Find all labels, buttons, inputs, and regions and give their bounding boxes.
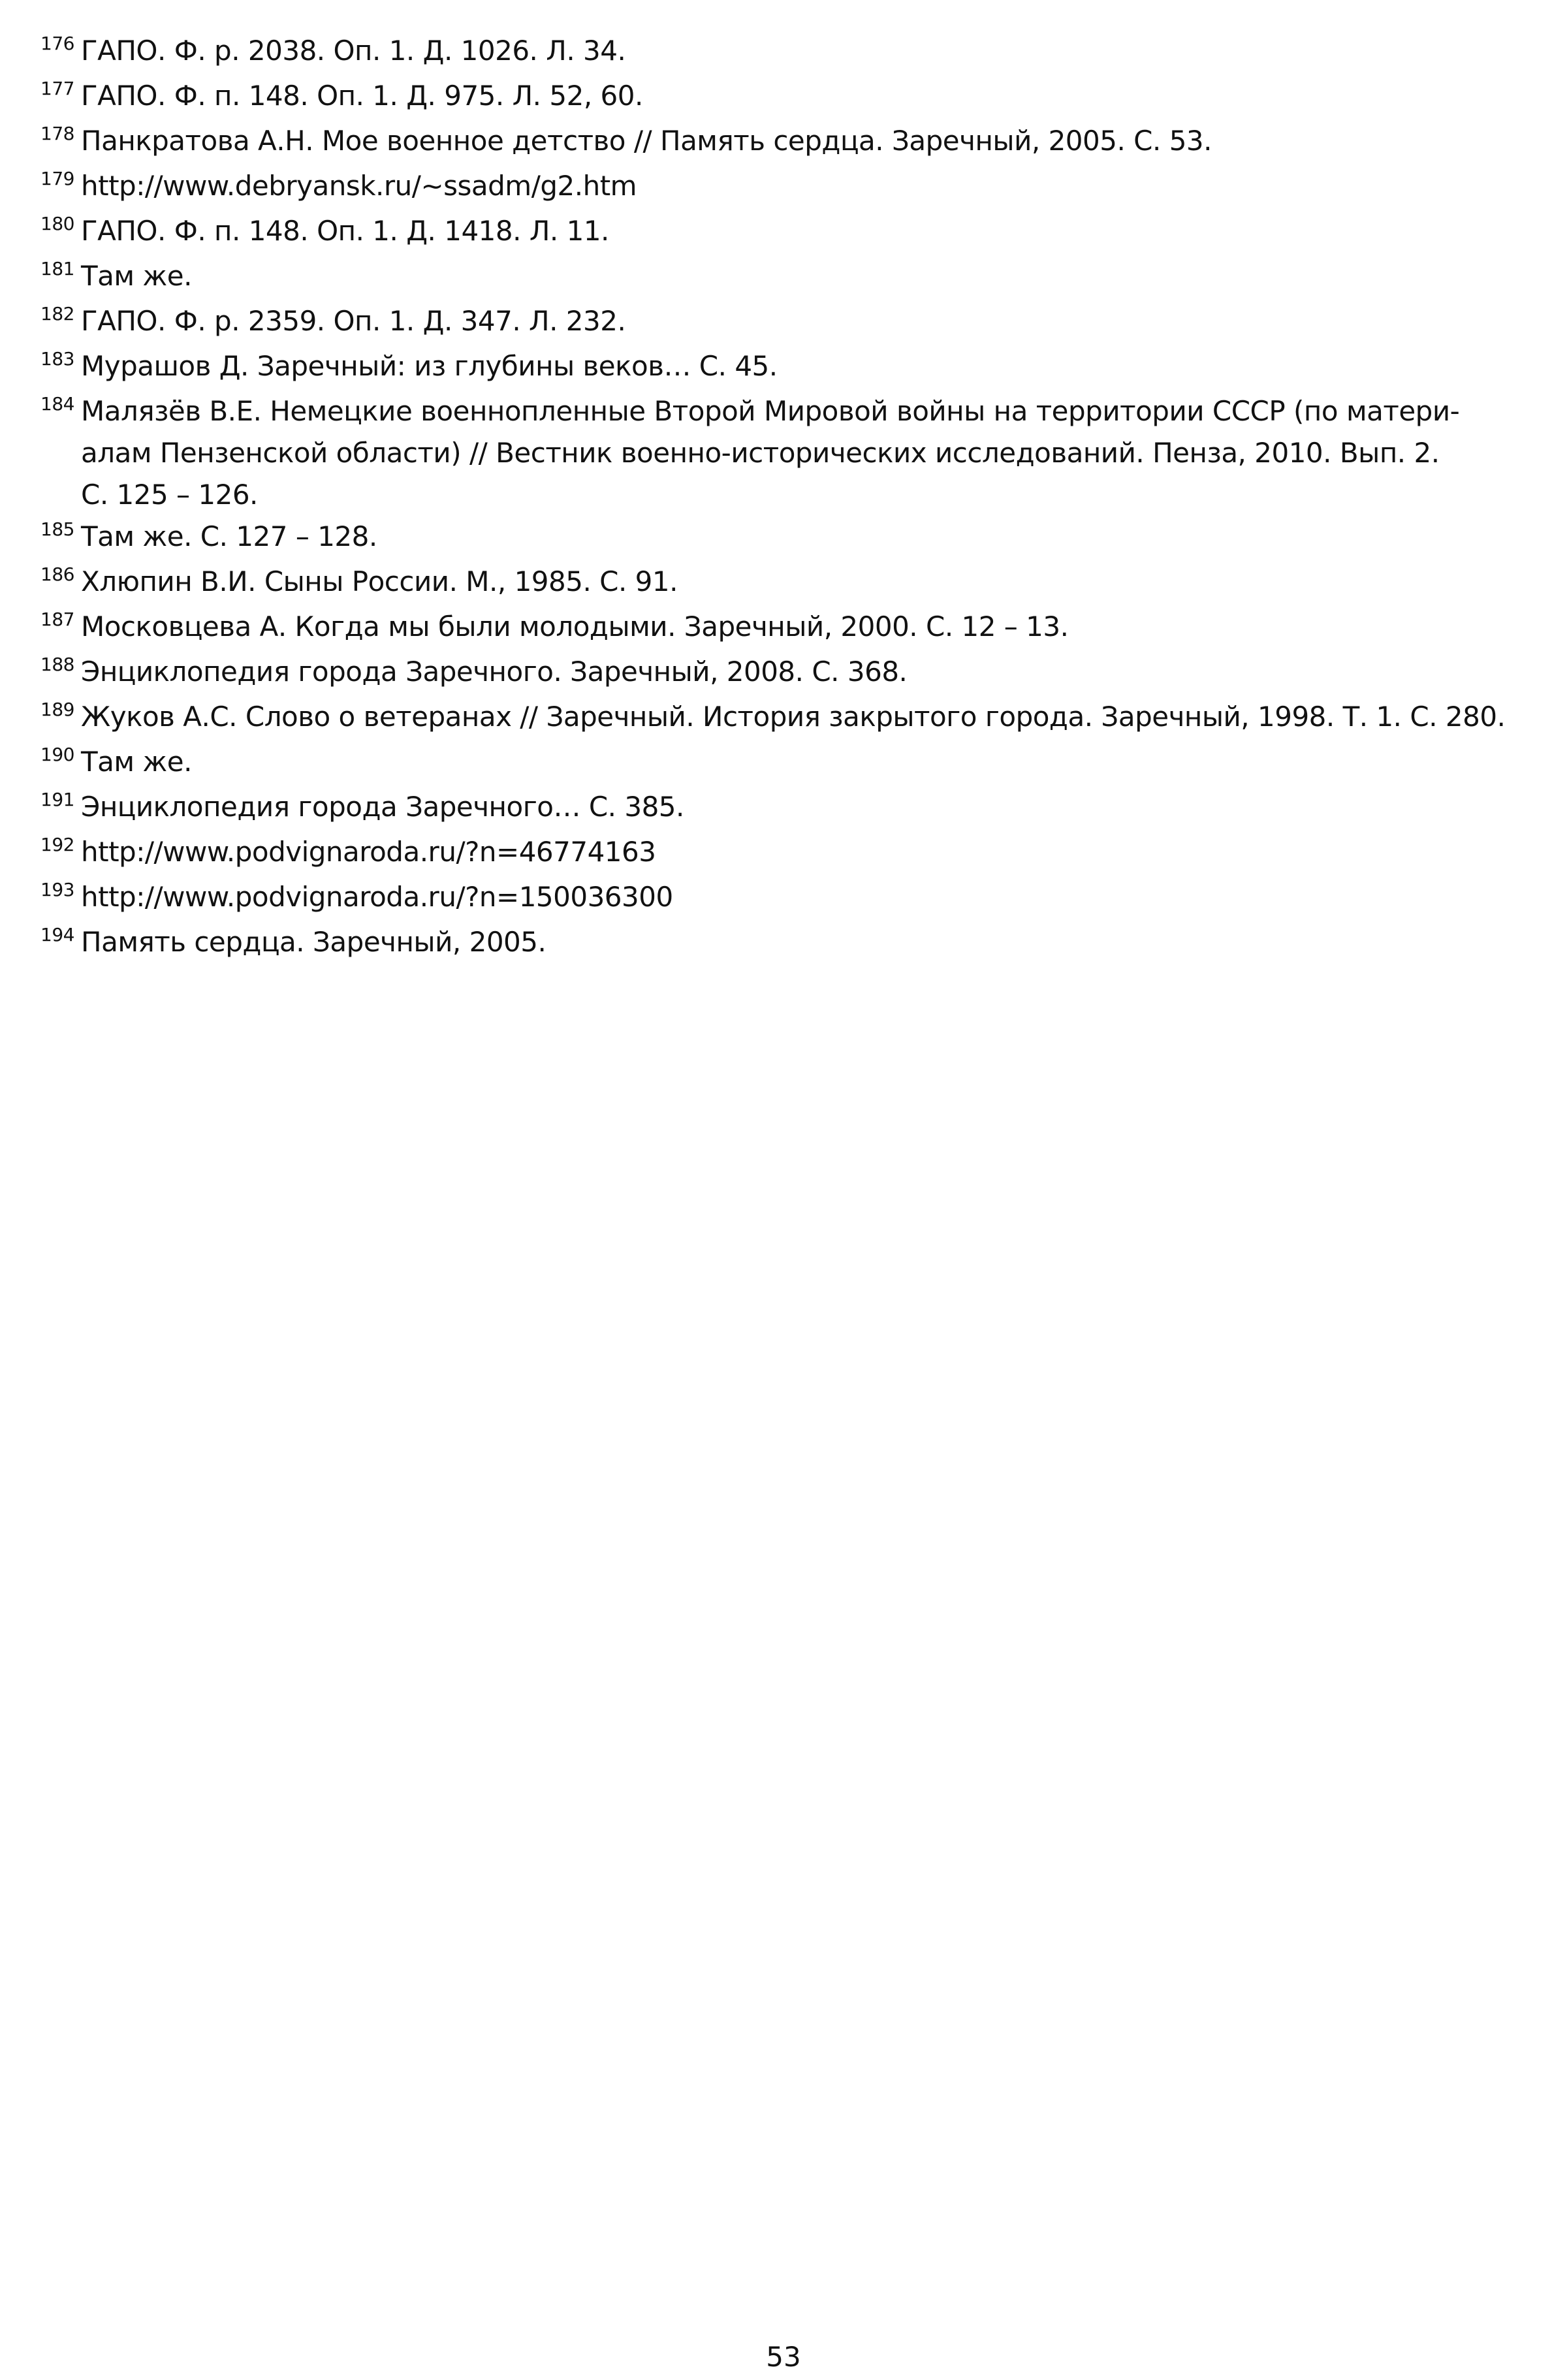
footnote-text-line: Жуков А.С. Слово о ветеранах // Заречный. История закрытого города. Заречный, 1998. Т. 1. С. 280. <box>81 701 1506 733</box>
footnote-text <box>81 30 1510 72</box>
footnote-number: 189 <box>40 699 74 720</box>
footnote-number: 185 <box>40 518 74 540</box>
footnote-item <box>40 786 1510 831</box>
footnote-text <box>81 651 1510 693</box>
footnote-text-line: С. 125 – 126. <box>81 479 258 511</box>
footnote-item <box>40 831 1510 876</box>
footnote-number: 177 <box>40 78 74 99</box>
footnote-text-line: алам Пензенской области) // Вестник военно-исторических исследований. Пенза, 2010. Вып. 2. <box>81 437 1440 469</box>
footnote-text <box>81 741 1510 783</box>
footnote-item <box>40 606 1510 651</box>
footnote-number: 183 <box>40 348 74 370</box>
footnote-item <box>40 561 1510 606</box>
footnote-number: 178 <box>40 123 74 144</box>
footnote-number: 192 <box>40 834 74 855</box>
footnote-text <box>81 390 1510 516</box>
footnote-number: 182 <box>40 303 74 325</box>
footnote-text-line: Энциклопедия города Заречного. Заречный, 2008. С. 368. <box>81 656 908 688</box>
footnote-text-line: Там же. С. 127 – 128. <box>81 520 377 552</box>
footnote-number: 187 <box>40 609 74 630</box>
footnote-text-line: http://www.podvignaroda.ru/?n=150036300 <box>81 881 673 913</box>
footnote-number: 184 <box>40 393 74 415</box>
footnote-text <box>81 786 1510 828</box>
footnote-text <box>81 876 1510 918</box>
footnote-text <box>81 75 1510 117</box>
footnote-item <box>40 300 1510 345</box>
footnote-text-line: Там же. <box>81 746 192 778</box>
footnote-text-line: ГАПО. Ф. р. 2359. Оп. 1. Д. 347. Л. 232. <box>81 305 626 337</box>
footnote-item <box>40 390 1510 516</box>
footnote-text-line: Там же. <box>81 260 192 292</box>
footnote-text <box>81 921 1510 963</box>
footnote-text-line: Хлюпин В.И. Сыны России. М., 1985. С. 91. <box>81 565 678 597</box>
footnote-number: 186 <box>40 563 74 585</box>
footnote-item <box>40 165 1510 210</box>
footnote-number: 181 <box>40 258 74 279</box>
footnote-item <box>40 120 1510 165</box>
page-number: 53 <box>766 2341 801 2373</box>
footnote-text-line: ГАПО. Ф. п. 148. Оп. 1. Д. 1418. Л. 11. <box>81 215 609 247</box>
footnote-text <box>81 165 1510 207</box>
footnote-number: 188 <box>40 654 74 675</box>
footnote-text <box>81 255 1510 297</box>
footnote-text-line: Московцева А. Когда мы были молодыми. Заречный, 2000. С. 12 – 13. <box>81 611 1069 643</box>
footnote-text <box>81 606 1510 648</box>
footnote-number: 194 <box>40 924 74 945</box>
footnote-text <box>81 120 1510 162</box>
footnote-text <box>81 516 1510 558</box>
footnote-number: 176 <box>40 33 74 54</box>
footnote-text <box>81 345 1510 387</box>
footnote-item <box>40 516 1510 561</box>
footnote-text <box>81 561 1510 603</box>
footnote-item <box>40 651 1510 696</box>
footnote-text <box>81 696 1510 738</box>
footnote-text-line: http://www.debryansk.ru/~ssadm/g2.htm <box>81 170 637 202</box>
footnote-text-line: Память сердца. Заречный, 2005. <box>81 926 546 958</box>
footnote-text-line: Малязёв В.Е. Немецкие военнопленные Второй Мировой войны на территории СССР (по матери- <box>81 395 1460 427</box>
footnote-text-line: http://www.podvignaroda.ru/?n=46774163 <box>81 836 656 868</box>
footnote-number: 190 <box>40 744 74 765</box>
footnote-item <box>40 921 1510 966</box>
footnote-item <box>40 30 1510 75</box>
footnote-number: 180 <box>40 213 74 234</box>
footnote-item <box>40 255 1510 300</box>
footnote-text-line: ГАПО. Ф. п. 148. Оп. 1. Д. 975. Л. 52, 60. <box>81 80 643 112</box>
footnote-text <box>81 210 1510 252</box>
footnote-text-line: Мурашов Д. Заречный: из глубины веков… С. 45. <box>81 350 778 382</box>
footnotes-list <box>40 30 1510 966</box>
footnote-text <box>81 831 1510 873</box>
footnote-text-line: Энциклопедия города Заречного… С. 385. <box>81 791 684 823</box>
footnote-number: 193 <box>40 879 74 900</box>
footnote-item <box>40 345 1510 390</box>
footnote-text-line: Панкратова А.Н. Мое военное детство // Память сердца. Заречный, 2005. С. 53. <box>81 125 1212 157</box>
footnote-item <box>40 210 1510 255</box>
footnote-number: 179 <box>40 168 74 189</box>
footnote-text-line: ГАПО. Ф. р. 2038. Оп. 1. Д. 1026. Л. 34. <box>81 35 626 67</box>
footnote-item <box>40 741 1510 786</box>
footnote-text <box>81 300 1510 342</box>
footnote-item <box>40 75 1510 120</box>
footnote-item <box>40 696 1510 741</box>
footnote-number: 191 <box>40 789 74 810</box>
footnote-item <box>40 876 1510 921</box>
